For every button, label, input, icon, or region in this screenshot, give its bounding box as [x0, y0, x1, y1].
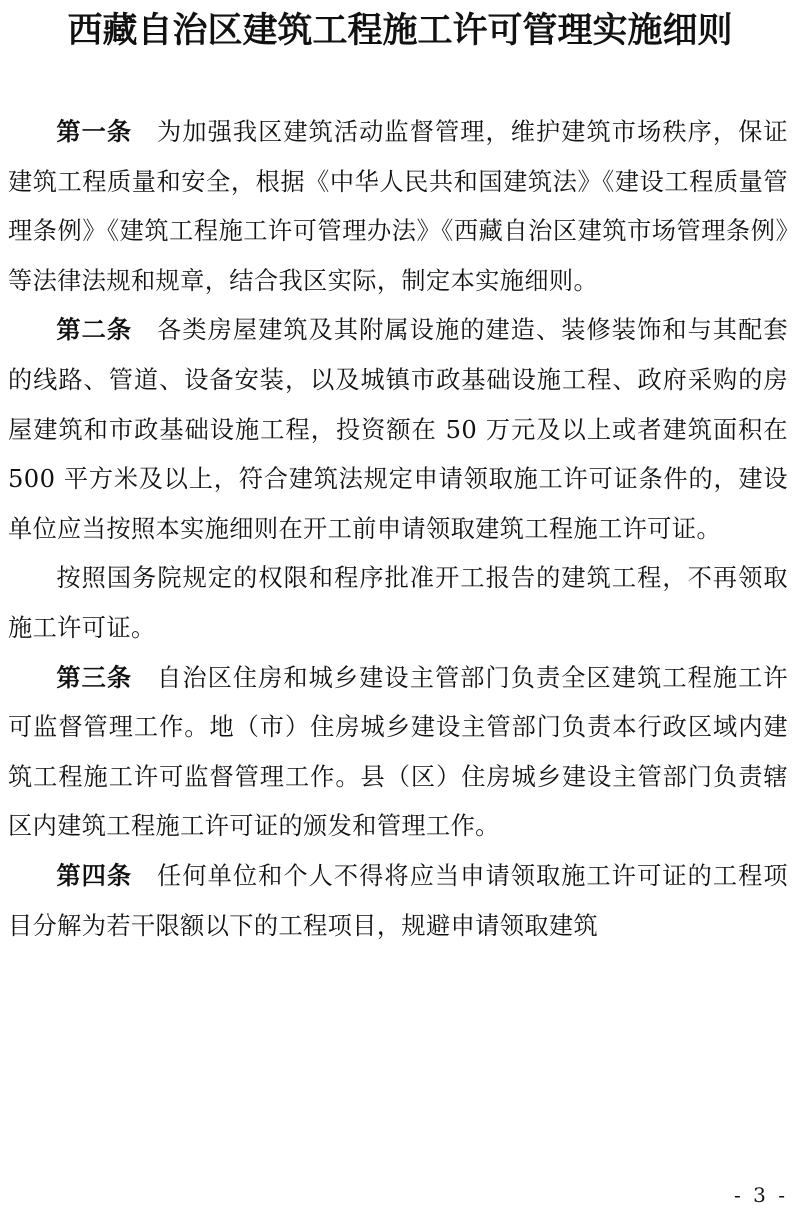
article-4: [8, 852, 788, 951]
article-label: 第四条: [56, 861, 133, 890]
article-text: 任何单位和个人不得将应当申请领取施工许可证的工程项目分解为若干限额以下的工程项目，规避申请领取建筑: [8, 861, 788, 940]
article-label: 第二条: [56, 316, 133, 345]
article-1: [8, 108, 788, 306]
document-body: [8, 108, 788, 951]
article-2-continuation: 按照国务院规定的权限和程序批准开工报告的建筑工程，不再领取施工许可证。: [8, 564, 788, 642]
article-text: 各类房屋建筑及其附属设施的建造、装修装饰和与其配套的线路、管道、设备安装，以及城镇市政基础设施工程、政府采购的房屋建筑和市政基础设施工程，投资额在 50 万元及以上或者建筑面积在 500 平方米及以上，符合建筑法规定申请领取施工许可证条件的，建设单位应当按照本实施细则在开工前申请领取建筑工程施工许可证。: [8, 316, 788, 543]
page-number: - 3 -: [734, 1183, 788, 1207]
article-2: [8, 306, 788, 554]
article-3: [8, 654, 788, 852]
article-text: 为加强我区建筑活动监督管理，维护建筑市场秩序，保证建筑工程质量和安全，根据《中华人民共和国建筑法》《建设工程质量管理条例》《建筑工程施工许可管理办法》《西藏自治区建筑市场管理条例》等法律法规和规章，结合我区实际，制定本实施细则。: [8, 118, 788, 295]
page-title: 西藏自治区建筑工程施工许可管理实施细则: [67, 11, 733, 51]
article-label: 第一条: [56, 118, 133, 146]
article-label: 第三条: [56, 663, 133, 692]
article-text: 自治区住房和城乡建设主管部门负责全区建筑工程施工许可监督管理工作。地（市）住房城乡建设主管部门负责本行政区域内建筑工程施工许可监督管理工作。县（区）住房城乡建设主管部门负责辖区内建筑工程施工许可证的颁发和管理工作。: [8, 663, 788, 841]
